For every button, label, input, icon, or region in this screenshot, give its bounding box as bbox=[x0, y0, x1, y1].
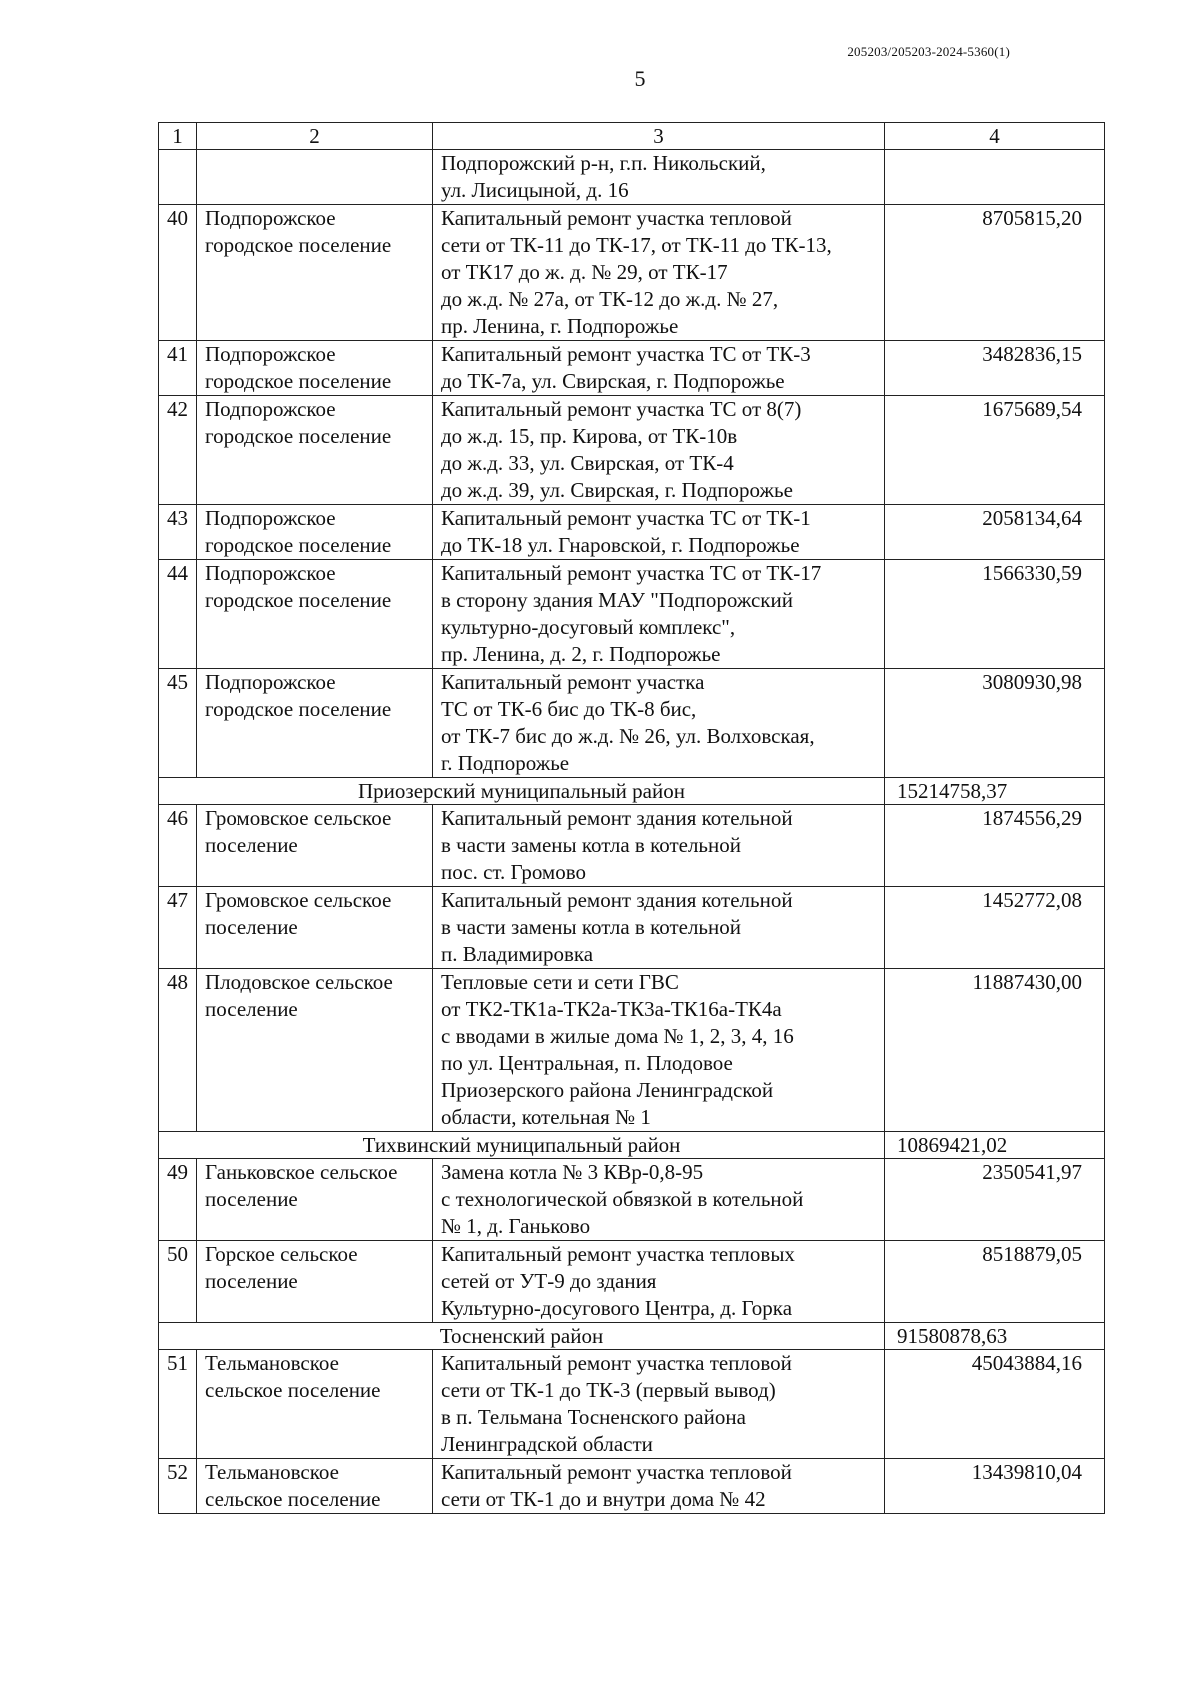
row-number: 41 bbox=[159, 341, 197, 396]
cell-line: п. Владимировка bbox=[441, 942, 594, 966]
table-row bbox=[159, 1350, 1105, 1459]
table-row bbox=[159, 805, 1105, 887]
amount: 8705815,20 bbox=[885, 205, 1105, 341]
district-subtotal-row bbox=[159, 1132, 1105, 1159]
work-description bbox=[433, 150, 885, 205]
table-row bbox=[159, 1459, 1105, 1514]
cell-line: Тельмановское bbox=[205, 1351, 339, 1375]
cell-line: сельское поселение bbox=[205, 1378, 381, 1402]
table-header-row bbox=[159, 123, 1105, 150]
amount: 8518879,05 bbox=[885, 1241, 1105, 1323]
cell-line: в п. Тельмана Тосненского района bbox=[441, 1405, 746, 1429]
table-row bbox=[159, 1241, 1105, 1323]
cell-line: сети от ТК-1 до и внутри дома № 42 bbox=[441, 1487, 766, 1511]
column-header: 1 bbox=[159, 123, 197, 150]
cell-line: № 1, д. Ганьково bbox=[441, 1214, 591, 1238]
cell-line: Громовское сельское bbox=[205, 806, 392, 830]
amount bbox=[885, 150, 1105, 205]
cell-line: сети от ТК-1 до ТК-3 (первый вывод) bbox=[441, 1378, 776, 1402]
cell-line: Подпорожский р-н, г.п. Никольский, bbox=[441, 151, 766, 175]
cell-line: Подпорожское bbox=[205, 206, 336, 230]
amount: 2350541,97 bbox=[885, 1159, 1105, 1241]
cell-line: ТС от ТК-6 бис до ТК-8 бис, bbox=[441, 697, 697, 721]
settlement-name bbox=[197, 396, 433, 505]
settlement-name bbox=[197, 150, 433, 205]
row-number: 45 bbox=[159, 669, 197, 778]
cell-line: до ж.д. № 27а, от ТК-12 до ж.д. № 27, bbox=[441, 287, 779, 311]
district-total: 15214758,37 bbox=[885, 778, 1105, 805]
district-subtotal-row bbox=[159, 1323, 1105, 1350]
cell-line: г. Подпорожье bbox=[441, 751, 570, 775]
cell-line: от ТК17 до ж. д. № 29, от ТК-17 bbox=[441, 260, 728, 284]
cell-line: Тельмановское bbox=[205, 1460, 339, 1484]
page-number: 5 bbox=[634, 66, 646, 91]
amount: 1452772,08 bbox=[885, 887, 1105, 969]
cell-line: до ж.д. 33, ул. Свирская, от ТК-4 bbox=[441, 451, 734, 475]
row-number: 49 bbox=[159, 1159, 197, 1241]
row-number: 47 bbox=[159, 887, 197, 969]
table-row bbox=[159, 669, 1105, 778]
cell-line: Капитальный ремонт участка тепловой bbox=[441, 206, 792, 230]
cell-line: Громовское сельское bbox=[205, 888, 392, 912]
amount: 1675689,54 bbox=[885, 396, 1105, 505]
cell-line: сетей от УТ-9 до здания bbox=[441, 1269, 657, 1293]
column-header: 3 bbox=[433, 123, 885, 150]
cell-line: по ул. Центральная, п. Плодовое bbox=[441, 1051, 733, 1075]
work-description bbox=[433, 805, 885, 887]
cell-line: культурно-досуговый комплекс", bbox=[441, 615, 736, 639]
cell-line: от ТК-7 бис до ж.д. № 26, ул. Волховская, bbox=[441, 724, 815, 748]
district-name: Тосненский район bbox=[159, 1323, 885, 1350]
cell-line: поселение bbox=[205, 833, 298, 857]
row-number: 48 bbox=[159, 969, 197, 1132]
settlement-name bbox=[197, 341, 433, 396]
cell-line: сельское поселение bbox=[205, 1487, 381, 1511]
cell-line: городское поселение bbox=[205, 369, 392, 393]
work-description bbox=[433, 1350, 885, 1459]
amount: 3482836,15 bbox=[885, 341, 1105, 396]
cell-line: пр. Ленина, г. Подпорожье bbox=[441, 314, 679, 338]
cell-line: от ТК2-ТК1а-ТК2а-ТК3а-ТК16а-ТК4а bbox=[441, 997, 782, 1021]
cell-line: Подпорожское bbox=[205, 342, 336, 366]
amount: 1874556,29 bbox=[885, 805, 1105, 887]
work-description bbox=[433, 396, 885, 505]
cell-line: Тепловые сети и сети ГВС bbox=[441, 970, 679, 994]
district-name: Тихвинский муниципальный район bbox=[159, 1132, 885, 1159]
cell-line: поселение bbox=[205, 1269, 298, 1293]
cell-line: городское поселение bbox=[205, 697, 392, 721]
cell-line: городское поселение bbox=[205, 533, 392, 557]
amount: 11887430,00 bbox=[885, 969, 1105, 1132]
amount: 2058134,64 bbox=[885, 505, 1105, 560]
settlement-name bbox=[197, 969, 433, 1132]
row-number: 44 bbox=[159, 560, 197, 669]
settlement-name bbox=[197, 669, 433, 778]
district-name: Приозерский муниципальный район bbox=[159, 778, 885, 805]
district-total: 10869421,02 bbox=[885, 1132, 1105, 1159]
work-description bbox=[433, 1241, 885, 1323]
cell-line: Капитальный ремонт здания котельной bbox=[441, 806, 793, 830]
table-row bbox=[159, 150, 1105, 205]
table-row bbox=[159, 969, 1105, 1132]
cell-line: городское поселение bbox=[205, 588, 392, 612]
settlement-name bbox=[197, 505, 433, 560]
cell-line: Капитальный ремонт участка тепловой bbox=[441, 1351, 792, 1375]
table-row bbox=[159, 205, 1105, 341]
settlement-name bbox=[197, 887, 433, 969]
cell-line: поселение bbox=[205, 997, 298, 1021]
work-description bbox=[433, 887, 885, 969]
cell-line: Капитальный ремонт участка ТС от ТК-17 bbox=[441, 561, 822, 585]
table-row bbox=[159, 1159, 1105, 1241]
cell-line: Ганьковское сельское bbox=[205, 1160, 398, 1184]
settlement-name bbox=[197, 560, 433, 669]
work-description bbox=[433, 1159, 885, 1241]
cell-line: Капитальный ремонт участка ТС от ТК-1 bbox=[441, 506, 811, 530]
table-row bbox=[159, 887, 1105, 969]
cell-line: городское поселение bbox=[205, 424, 392, 448]
settlement-name bbox=[197, 1459, 433, 1514]
row-number: 42 bbox=[159, 396, 197, 505]
cell-line: в части замены котла в котельной bbox=[441, 833, 741, 857]
cell-line: до ж.д. 15, пр. Кирова, от ТК-10в bbox=[441, 424, 738, 448]
cell-line: до ТК-7а, ул. Свирская, г. Подпорожье bbox=[441, 369, 785, 393]
work-description bbox=[433, 560, 885, 669]
cell-line: Капитальный ремонт участка тепловой bbox=[441, 1460, 792, 1484]
cell-line: до ТК-18 ул. Гнаровской, г. Подпорожье bbox=[441, 533, 800, 557]
column-header: 4 bbox=[885, 123, 1105, 150]
cell-line: Капитальный ремонт участка bbox=[441, 670, 705, 694]
cell-line: области, котельная № 1 bbox=[441, 1105, 651, 1129]
cell-line: поселение bbox=[205, 1187, 298, 1211]
district-subtotal-row bbox=[159, 778, 1105, 805]
settlement-name bbox=[197, 205, 433, 341]
cell-line: Приозерского района Ленинградской bbox=[441, 1078, 774, 1102]
amount: 13439810,04 bbox=[885, 1459, 1105, 1514]
row-number: 51 bbox=[159, 1350, 197, 1459]
table-row bbox=[159, 396, 1105, 505]
cell-line: сети от ТК-11 до ТК-17, от ТК-11 до ТК-13, bbox=[441, 233, 832, 257]
cell-line: Подпорожское bbox=[205, 506, 336, 530]
row-number: 46 bbox=[159, 805, 197, 887]
cell-line: Подпорожское bbox=[205, 670, 336, 694]
row-number bbox=[159, 150, 197, 205]
work-description bbox=[433, 341, 885, 396]
cell-line: Капитальный ремонт участка ТС от ТК-3 bbox=[441, 342, 811, 366]
cell-line: пос. ст. Громово bbox=[441, 860, 586, 884]
cell-line: ул. Лисицыной, д. 16 bbox=[441, 178, 629, 202]
cell-line: Капитальный ремонт здания котельной bbox=[441, 888, 793, 912]
cell-line: Подпорожское bbox=[205, 397, 336, 421]
settlement-name bbox=[197, 805, 433, 887]
cell-line: Подпорожское bbox=[205, 561, 336, 585]
row-number: 43 bbox=[159, 505, 197, 560]
cell-line: до ж.д. 39, ул. Свирская, г. Подпорожье bbox=[441, 478, 793, 502]
table-row bbox=[159, 341, 1105, 396]
cell-line: Горское сельское bbox=[205, 1242, 358, 1266]
program-table bbox=[158, 122, 1105, 1514]
cell-line: Замена котла № 3 КВр-0,8-95 bbox=[441, 1160, 704, 1184]
cell-line: пр. Ленина, д. 2, г. Подпорожье bbox=[441, 642, 721, 666]
cell-line: городское поселение bbox=[205, 233, 392, 257]
cell-line: с вводами в жилые дома № 1, 2, 3, 4, 16 bbox=[441, 1024, 794, 1048]
column-header: 2 bbox=[197, 123, 433, 150]
cell-line: поселение bbox=[205, 915, 298, 939]
district-total: 91580878,63 bbox=[885, 1323, 1105, 1350]
cell-line: Ленинградской области bbox=[441, 1432, 653, 1456]
table-row bbox=[159, 505, 1105, 560]
row-number: 50 bbox=[159, 1241, 197, 1323]
amount: 1566330,59 bbox=[885, 560, 1105, 669]
settlement-name bbox=[197, 1241, 433, 1323]
cell-line: с технологической обвязкой в котельной bbox=[441, 1187, 804, 1211]
work-description bbox=[433, 669, 885, 778]
row-number: 40 bbox=[159, 205, 197, 341]
amount: 45043884,16 bbox=[885, 1350, 1105, 1459]
settlement-name bbox=[197, 1159, 433, 1241]
table-row bbox=[159, 560, 1105, 669]
document-id: 205203/205203-2024-5360(1) bbox=[847, 44, 1010, 59]
cell-line: Культурно-досугового Центра, д. Горка bbox=[441, 1296, 793, 1320]
cell-line: Капитальный ремонт участка тепловых bbox=[441, 1242, 795, 1266]
work-description bbox=[433, 969, 885, 1132]
work-description bbox=[433, 1459, 885, 1514]
cell-line: Плодовское сельское bbox=[205, 970, 393, 994]
cell-line: в части замены котла в котельной bbox=[441, 915, 741, 939]
cell-line: в сторону здания МАУ "Подпорожский bbox=[441, 588, 793, 612]
amount: 3080930,98 bbox=[885, 669, 1105, 778]
cell-line: Капитальный ремонт участка ТС от 8(7) bbox=[441, 397, 802, 421]
work-description bbox=[433, 505, 885, 560]
row-number: 52 bbox=[159, 1459, 197, 1514]
settlement-name bbox=[197, 1350, 433, 1459]
work-description bbox=[433, 205, 885, 341]
